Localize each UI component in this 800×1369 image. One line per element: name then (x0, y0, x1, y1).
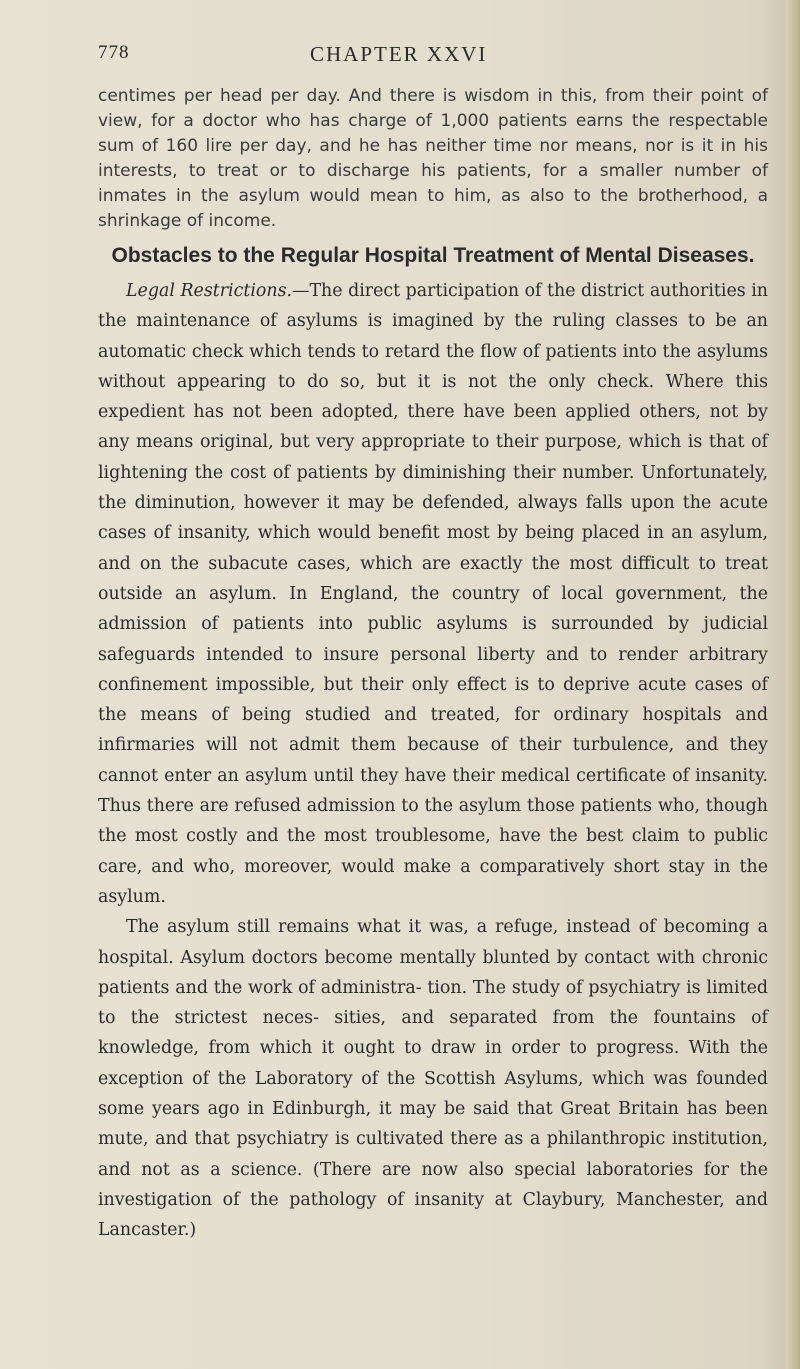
paragraph-legal-restrictions-text: —The direct participation of the district authorities in the maintenance of asylums is imagined by the ruling classes to be an automatic check which tends to retard the flow of patients into the asylums without appearing to do so, but it is not the only check. Where this expedient has not been adopted, there have been applied others, not by any means original, but very appropriate to their purpose, which is that of lightening the cost of patients by diminishing their number. Unfortunately, the diminution, however it may be defended, always falls upon the acute cases of insanity, which would benefit most by being placed in an asylum, and on the subacute cases, which are exactly the most difficult to treat outside an asylum. In England, the country of local government, the admission of patients into public asylums is surrounded by judicial safeguards intended to insure personal liberty and to render arbitrary confinement impossible, but their only effect is to deprive acute cases of the means of being studied and treated, for ordinary hospitals and infirmaries will not admit them because of their turbulence, and they cannot enter an asylum until they have their medical certificate of insanity. Thus there are refused admission to the asylum those patients who, though the most costly and the most troublesome, have the best claim to public care, and who, moreover, would make a comparatively short stay in the asylum. (98, 281, 768, 907)
page-content (98, 84, 768, 1246)
page-number: 778 (98, 42, 130, 63)
paragraph-asylum-refuge: The asylum still remains what it was, a refuge, instead of becoming a hospital. Asylum doctors become mentally blunted by contact with chronic patients and the work of administra- tion. The study of psychiatry is limited to the strictest neces- sities, and separated from the fountains of knowledge, from which it ought to draw in order to progress. With the exception of the Laboratory of the Scottish Asylums, which was founded some years ago in Edinburgh, it may be said that Great Britain has been mute, and that psychiatry is cultivated there as a philanthropic institution, and not as a science. (There are now also special laboratories for the investigation of the pathology of insanity at Claybury, Manchester, and Lancaster.) (98, 917, 768, 1241)
chapter-title: CHAPTER XXVI (310, 42, 488, 66)
section-heading: Obstacles to the Regular Hospital Treatment of Mental Diseases. (111, 244, 755, 267)
page-edge (786, 0, 800, 1369)
paragraph-legal-restrictions (98, 276, 768, 912)
subheading-legal-restrictions: Legal Restrictions. (126, 281, 293, 301)
opening-paragraph: centimes per head per day. And there is wisdom in this, from their point of view, for a doctor who has charge of 1,000 patients earns the respectable sum of 160 lire per day, and he has neither time nor means, nor is it in his interests, to treat or to discharge his patients, for a smaller number of inmates in the asylum would mean to him, as also to the brotherhood, a shrinkage of income. (98, 86, 768, 231)
running-head (0, 42, 800, 78)
